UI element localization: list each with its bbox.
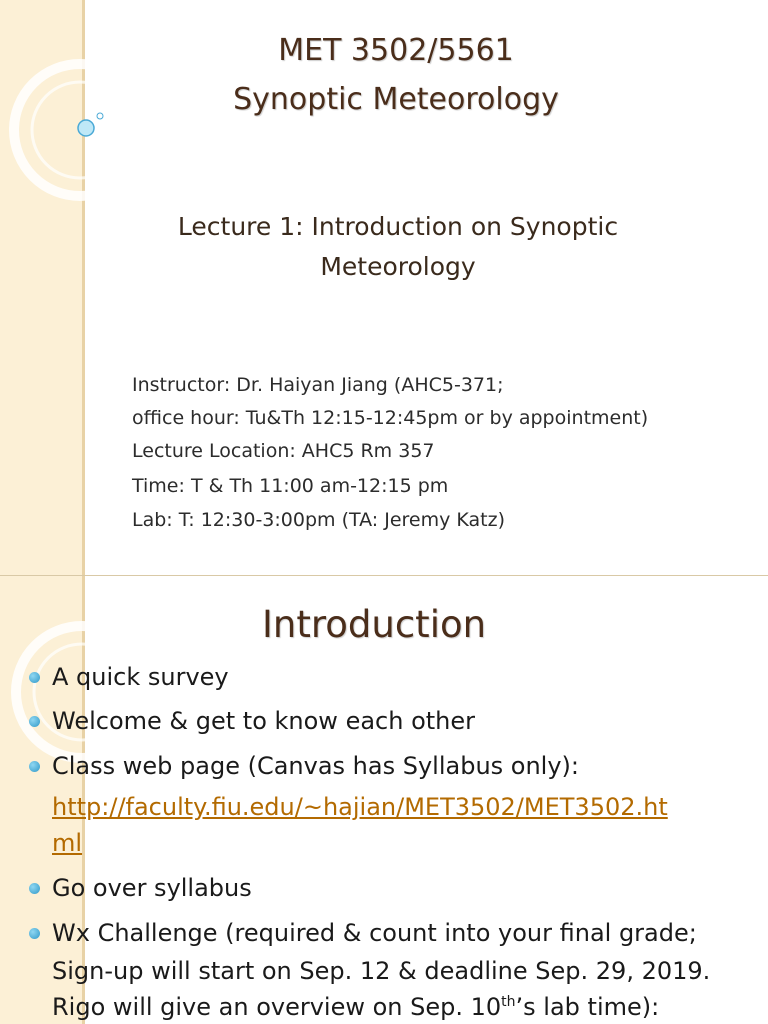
bullet-icon bbox=[29, 672, 40, 683]
time-info: Time: T & Th 11:00 am-12:15 pm bbox=[132, 475, 449, 497]
bullet-class-web-page: Class web page (Canvas has Syllabus only): bbox=[52, 752, 580, 780]
wx-challenge-signup: Sign-up will start on Sep. 12 & deadline Sep. 29, 2019. bbox=[52, 957, 711, 985]
bullet-quick-survey: A quick survey bbox=[52, 663, 229, 691]
class-web-page-link-continued[interactable]: ml bbox=[52, 829, 83, 857]
lab-info: Lab: T: 12:30-3:00pm (TA: Jeremy Katz) bbox=[132, 509, 505, 531]
lecture-subtitle-line1: Lecture 1: Introduction on Synoptic bbox=[177, 212, 619, 241]
instructor-info: Instructor: Dr. Haiyan Jiang (AHC5-371; bbox=[132, 374, 504, 396]
bullet-icon bbox=[29, 883, 40, 894]
slide-title-line1: MET 3502/5561 bbox=[278, 33, 514, 68]
slide-title-line2: Synoptic Meteorology bbox=[233, 82, 559, 117]
lecture-subtitle-line2: Meteorology bbox=[320, 252, 476, 281]
bullet-icon bbox=[29, 716, 40, 727]
wx-challenge-overview: Rigo will give an overview on Sep. 10th’s lab time): bbox=[52, 993, 660, 1021]
bullet-syllabus: Go over syllabus bbox=[52, 874, 252, 902]
office-hour-info: office hour: Tu&Th 12:15-12:45pm or by appointment) bbox=[132, 407, 649, 429]
bullet-icon bbox=[29, 928, 40, 939]
lecture-location-info: Lecture Location: AHC5 Rm 357 bbox=[132, 440, 435, 462]
bullet-icon bbox=[29, 761, 40, 772]
bullet-welcome: Welcome & get to know each other bbox=[52, 707, 476, 735]
slide-introduction bbox=[0, 576, 768, 1024]
bullet-wx-challenge: Wx Challenge (required & count into your final grade; bbox=[52, 919, 697, 947]
slide-heading: Introduction bbox=[262, 603, 487, 646]
class-web-page-link[interactable]: http://faculty.fiu.edu/~hajian/MET3502/MET3502.ht bbox=[52, 793, 668, 821]
